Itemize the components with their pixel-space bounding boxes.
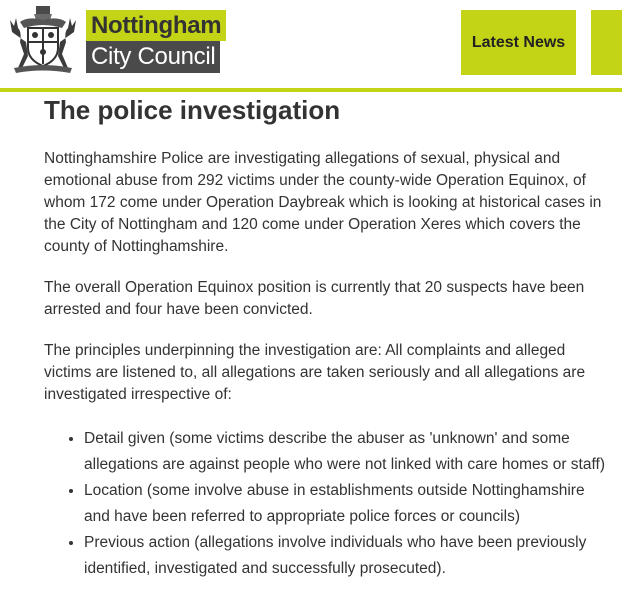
menu-tab-button[interactable] [591, 10, 622, 75]
council-crest-icon[interactable] [6, 2, 80, 74]
paragraph-investigation-summary: Nottinghamshire Police are investigating allegations of sexual, physical and emotional abuse from 292 victims under the county-wide Operation Equinox, of whom 172 come under Operation Daybreak which is looking at historical cases in the City of Nottingham and 120 come under Operation Xeres which covers the county of Nottinghamshire. [44, 150, 602, 255]
list-item: • Detail given (some victims describe the abuser as 'unknown' and some allegations are against people who were not linked with care homes or staff) [84, 426, 612, 478]
paragraph-equinox-position: The overall Operation Equinox position is currently that 20 suspects have been arrested and four have been convicted. [44, 279, 585, 318]
list-item: • Location (some involve abuse in establishments outside Nottinghamshire and have been referred to appropriate police forces or councils) [84, 478, 612, 530]
latest-news-button[interactable]: Latest News [461, 10, 576, 75]
site-header [0, 0, 622, 90]
logo-city-council[interactable]: City Council [86, 41, 220, 73]
investigation-criteria-list [44, 426, 612, 582]
logo-nottingham[interactable]: Nottingham [86, 10, 226, 41]
paragraph-principles: The principles underpinning the investigation are: All complaints and alleged victims are listened to, all allegations are taken seriously and all allegations are investigated irrespective of: [44, 342, 586, 403]
page-title: The police investigation [44, 95, 341, 125]
article-content [44, 92, 612, 582]
list-item: • Previous action (allegations involve individuals who have been previously identified, investigated and successfully prosecuted). [84, 530, 612, 582]
